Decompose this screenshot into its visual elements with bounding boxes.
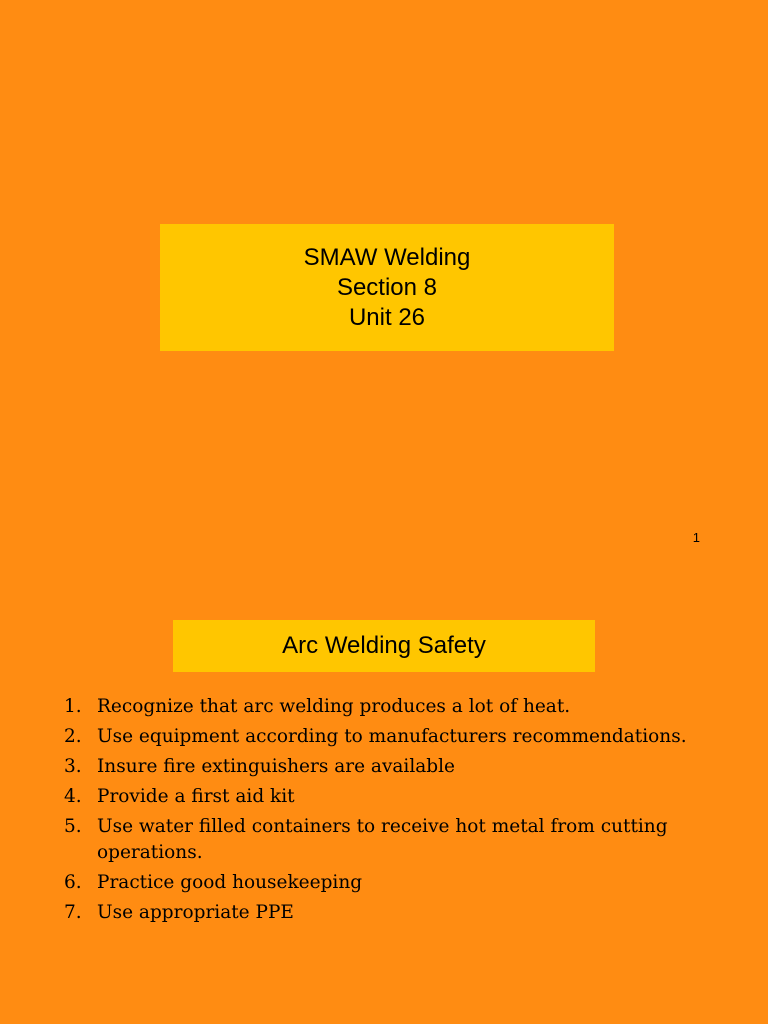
page-number: 1 [692,530,700,545]
list-item-text: Insure fire extinguishers are available [97,756,455,777]
list-item-number: 3. [64,756,82,777]
list-item-number: 7. [64,902,82,923]
title-line: Section 8 [336,273,438,301]
list-item-text: Use water filled containers to receive hot metal from cutting operations. [97,816,668,863]
list-item-text: Practice good housekeeping [97,872,363,893]
list-item [64,694,704,720]
list-item-text: Provide a first aid kit [97,786,295,807]
list-item [64,754,704,780]
safety-list [64,694,704,930]
list-item-number: 1. [64,696,82,717]
list-item [64,724,704,750]
list-item-text: Use appropriate PPE [97,902,294,923]
title-line: SMAW Welding [303,243,471,271]
list-item-number: 2. [64,726,82,747]
list-item [64,870,704,896]
slide-heading: Arc Welding Safety [173,620,595,672]
list-item [64,814,704,866]
slide-safety [0,576,768,1024]
list-item [64,900,704,926]
list-item-number: 6. [64,872,82,893]
list-item-text: Use equipment according to manufacturers recommendations. [97,726,687,747]
list-item-number: 4. [64,786,82,807]
list-item-number: 5. [64,816,82,837]
title-line: Unit 26 [348,303,426,331]
title-box [160,224,614,351]
list-item [64,784,704,810]
list-item-text: Recognize that arc welding produces a lot of heat. [97,696,571,717]
